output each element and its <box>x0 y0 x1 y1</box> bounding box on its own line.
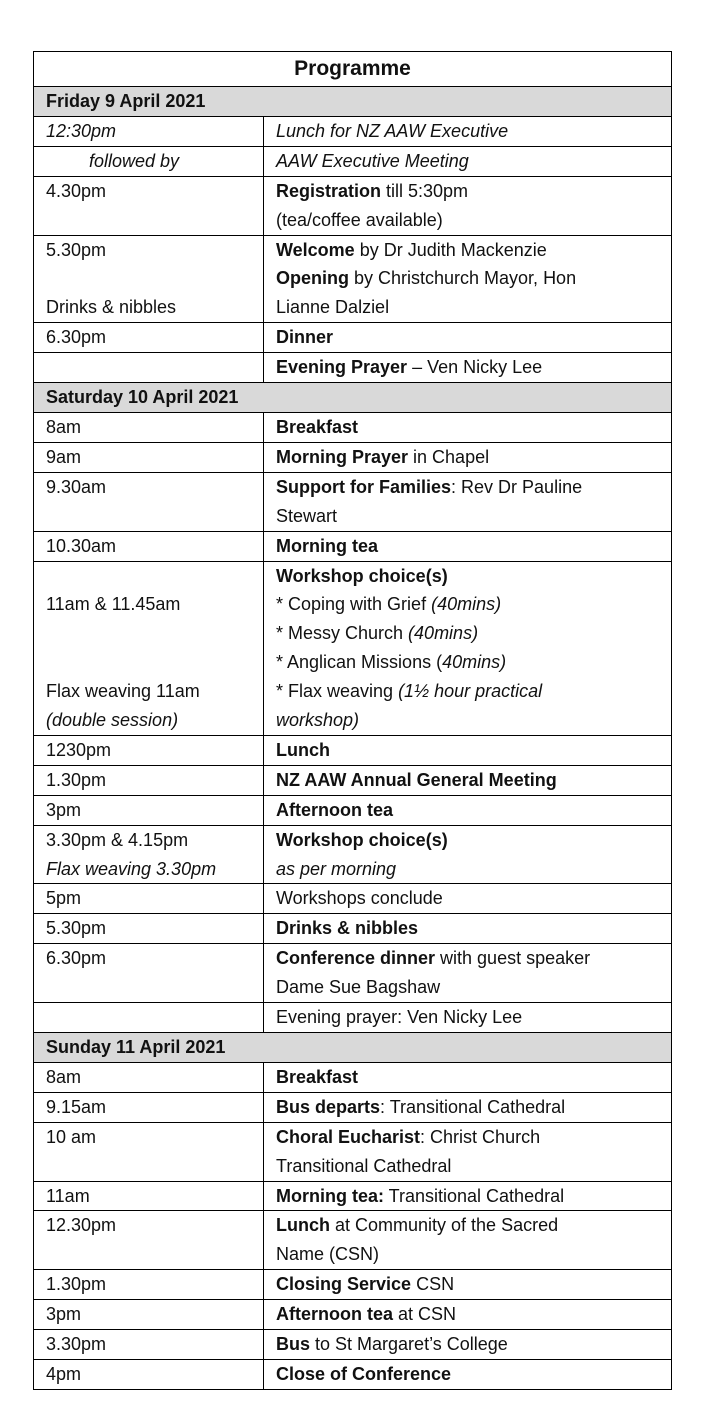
event-text: CSN <box>411 1274 455 1295</box>
event-line <box>276 677 671 706</box>
time-text: 3pm <box>46 799 82 820</box>
event-text: : Rev Dr Pauline <box>451 476 583 497</box>
event-text: Evening Prayer <box>276 357 408 378</box>
schedule-row <box>34 1330 672 1360</box>
time-text: 3.30pm & 4.15pm <box>46 829 189 850</box>
event-cell <box>264 472 672 531</box>
event-text: * Anglican Missions ( <box>276 652 443 673</box>
schedule-row <box>34 146 672 176</box>
event-line <box>276 826 671 855</box>
time-line <box>46 1003 263 1032</box>
event-text: (tea/coffee available) <box>276 209 443 230</box>
schedule-row <box>34 825 672 884</box>
time-line <box>46 353 263 382</box>
event-cell <box>264 1003 672 1033</box>
time-text: 9.30am <box>46 476 107 497</box>
event-text: * Flax weaving <box>276 681 399 702</box>
event-text: Closing Service <box>276 1274 412 1295</box>
time-text: 5pm <box>46 888 82 909</box>
event-line <box>276 1360 671 1389</box>
event-line <box>276 1240 671 1269</box>
event-cell <box>264 1181 672 1211</box>
time-cell <box>34 442 264 472</box>
time-cell <box>34 1300 264 1330</box>
time-line <box>46 619 263 648</box>
event-line <box>276 177 671 206</box>
time-line <box>46 826 263 855</box>
time-line <box>46 502 263 531</box>
event-text: Bus departs <box>276 1096 381 1117</box>
event-text: Workshops conclude <box>276 888 443 909</box>
schedule-row <box>34 561 672 735</box>
event-text: Choral Eucharist <box>276 1126 421 1147</box>
time-cell <box>34 146 264 176</box>
event-text: Opening <box>276 268 349 289</box>
day-header-row <box>34 1033 672 1063</box>
event-text: till 5:30pm <box>381 180 469 201</box>
event-cell <box>264 323 672 353</box>
event-text: * Coping with Grief <box>276 594 432 615</box>
time-text: 5.30pm <box>46 918 107 939</box>
time-text: Flax weaving 11am <box>46 681 200 702</box>
event-text: Welcome <box>276 239 355 260</box>
time-text: 1.30pm <box>46 1274 107 1295</box>
schedule-row <box>34 176 672 235</box>
time-line <box>46 706 263 735</box>
event-cell <box>264 531 672 561</box>
time-text: 4pm <box>46 1363 82 1384</box>
event-cell <box>264 235 672 323</box>
event-text: Drinks & nibbles <box>276 918 419 939</box>
time-text: followed by <box>89 150 180 171</box>
event-line <box>276 1123 671 1152</box>
time-cell <box>34 1330 264 1360</box>
day-header-row <box>34 87 672 117</box>
event-text: as per morning <box>276 858 397 879</box>
time-cell <box>34 914 264 944</box>
time-text: 5.30pm <box>46 239 107 260</box>
event-cell <box>264 412 672 442</box>
time-cell <box>34 1211 264 1270</box>
schedule-row <box>34 235 672 323</box>
event-line <box>276 944 671 973</box>
event-text: Support for Families <box>276 476 452 497</box>
time-line <box>46 473 263 502</box>
time-text: 10 am <box>46 1126 97 1147</box>
event-line <box>276 1152 671 1181</box>
event-text: Registration <box>276 180 382 201</box>
time-line <box>46 293 263 322</box>
event-text: Afternoon tea <box>276 799 393 820</box>
time-line <box>46 1330 263 1359</box>
programme-body <box>34 52 672 1390</box>
event-line <box>276 590 671 619</box>
event-text: by Christchurch Mayor, Hon <box>349 268 577 289</box>
event-text: : Transitional Cathedral <box>380 1096 566 1117</box>
time-cell <box>34 472 264 531</box>
event-line <box>276 236 671 265</box>
time-line <box>46 562 263 591</box>
event-line <box>276 1182 671 1211</box>
schedule-row <box>34 1122 672 1181</box>
schedule-row <box>34 1062 672 1092</box>
time-cell <box>34 1181 264 1211</box>
event-cell <box>264 353 672 383</box>
time-text: Flax weaving 3.30pm <box>46 858 217 879</box>
event-line <box>276 264 671 293</box>
time-cell <box>34 1270 264 1300</box>
time-cell <box>34 795 264 825</box>
day-heading: Sunday 11 April 2021 <box>34 1033 672 1063</box>
schedule-row <box>34 353 672 383</box>
event-cell <box>264 1270 672 1300</box>
time-line <box>46 1093 263 1122</box>
programme-document <box>33 51 671 1390</box>
event-cell <box>264 442 672 472</box>
event-text: Conference dinner <box>276 948 436 969</box>
event-cell <box>264 884 672 914</box>
event-line <box>276 413 671 442</box>
time-line <box>46 532 263 561</box>
schedule-row <box>34 735 672 765</box>
event-text: NZ AAW Annual General Meeting <box>276 769 557 790</box>
event-line <box>276 117 671 146</box>
event-cell <box>264 1092 672 1122</box>
time-text: 3pm <box>46 1304 82 1325</box>
event-line <box>276 855 671 884</box>
event-line <box>276 1003 671 1032</box>
event-line <box>276 884 671 913</box>
time-cell <box>34 1003 264 1033</box>
event-text: Lunch for NZ AAW Executive <box>276 120 509 141</box>
event-line <box>276 293 671 322</box>
time-line <box>46 236 263 265</box>
event-text: Morning tea <box>276 535 378 556</box>
event-text: Breakfast <box>276 1066 359 1087</box>
time-cell <box>34 412 264 442</box>
event-text: (40mins) <box>408 623 479 644</box>
event-text: * Messy Church <box>276 623 409 644</box>
time-text: (double session) <box>46 710 179 731</box>
time-line <box>46 855 263 884</box>
time-line <box>46 323 263 352</box>
event-text: Workshop choice(s) <box>276 565 448 586</box>
time-line <box>46 766 263 795</box>
time-cell <box>34 1359 264 1389</box>
time-line <box>89 147 263 176</box>
time-line <box>46 648 263 677</box>
programme-table <box>33 51 672 1390</box>
event-text: Afternoon tea <box>276 1304 393 1325</box>
schedule-row <box>34 1092 672 1122</box>
time-text: 11am <box>46 1185 90 1206</box>
day-heading: Friday 9 April 2021 <box>34 87 672 117</box>
event-text: Transitional Cathedral <box>384 1185 565 1206</box>
time-text: 8am <box>46 416 82 437</box>
time-cell <box>34 531 264 561</box>
schedule-row <box>34 531 672 561</box>
event-text: Name (CSN) <box>276 1244 380 1265</box>
event-text: Lunch <box>276 739 330 760</box>
event-cell <box>264 914 672 944</box>
schedule-row <box>34 1300 672 1330</box>
event-text: Stewart <box>276 505 338 526</box>
event-line <box>276 443 671 472</box>
day-header-row <box>34 383 672 413</box>
time-line <box>46 1182 263 1211</box>
event-cell <box>264 146 672 176</box>
event-text: Morning Prayer <box>276 446 409 467</box>
event-line <box>276 706 671 735</box>
event-cell <box>264 1062 672 1092</box>
time-line <box>46 944 263 973</box>
event-text: Evening prayer: Ven Nicky Lee <box>276 1007 523 1028</box>
time-text: 3.30pm <box>46 1334 107 1355</box>
event-line <box>276 532 671 561</box>
event-cell <box>264 795 672 825</box>
time-line <box>46 177 263 206</box>
time-cell <box>34 235 264 323</box>
event-text: Lianne Dalziel <box>276 297 390 318</box>
event-cell <box>264 116 672 146</box>
event-line <box>276 766 671 795</box>
event-cell <box>264 735 672 765</box>
time-line <box>46 206 263 235</box>
event-line <box>276 1330 671 1359</box>
event-text: Breakfast <box>276 416 359 437</box>
time-text: 9am <box>46 446 82 467</box>
time-line <box>46 590 263 619</box>
event-text: Close of Conference <box>276 1363 452 1384</box>
event-line <box>276 796 671 825</box>
event-text: Dinner <box>276 327 334 348</box>
event-text: Workshop choice(s) <box>276 829 448 850</box>
time-text: Drinks & nibbles <box>46 297 177 318</box>
time-text: 6.30pm <box>46 948 107 969</box>
programme-title: Programme <box>34 52 672 87</box>
time-line <box>46 117 263 146</box>
event-text: 40mins) <box>442 652 507 673</box>
event-cell <box>264 1211 672 1270</box>
event-line <box>276 973 671 1002</box>
event-cell <box>264 1300 672 1330</box>
event-text: Bus <box>276 1334 311 1355</box>
time-text: 8am <box>46 1066 82 1087</box>
time-text: 11am & 11.45am <box>46 594 181 615</box>
event-line <box>276 353 671 382</box>
schedule-row <box>34 884 672 914</box>
schedule-row <box>34 1211 672 1270</box>
time-line <box>46 1123 263 1152</box>
time-text: 1230pm <box>46 739 112 760</box>
time-cell <box>34 1092 264 1122</box>
event-line <box>276 147 671 176</box>
time-line <box>46 1300 263 1329</box>
event-line <box>276 1093 671 1122</box>
event-cell <box>264 1122 672 1181</box>
event-line <box>276 1211 671 1240</box>
event-text: by Dr Judith Mackenzie <box>354 239 547 260</box>
event-text: AAW Executive Meeting <box>276 150 469 171</box>
time-line <box>46 884 263 913</box>
schedule-row <box>34 1003 672 1033</box>
time-line <box>46 1360 263 1389</box>
event-line <box>276 502 671 531</box>
schedule-row <box>34 795 672 825</box>
time-line <box>46 1240 263 1269</box>
event-text: Lunch <box>276 1215 330 1236</box>
time-cell <box>34 765 264 795</box>
time-text: 10.30am <box>46 535 117 556</box>
time-line <box>46 1152 263 1181</box>
event-cell <box>264 1330 672 1360</box>
event-line <box>276 648 671 677</box>
schedule-row <box>34 1181 672 1211</box>
event-text: with guest speaker <box>435 948 591 969</box>
time-cell <box>34 884 264 914</box>
time-cell <box>34 735 264 765</box>
time-line <box>46 443 263 472</box>
time-text: 1.30pm <box>46 769 107 790</box>
event-text: : Christ Church <box>420 1126 541 1147</box>
event-text: in Chapel <box>408 446 490 467</box>
schedule-row <box>34 442 672 472</box>
event-cell <box>264 1359 672 1389</box>
event-text: at Community of the Sacred <box>330 1215 559 1236</box>
time-cell <box>34 1122 264 1181</box>
time-cell <box>34 353 264 383</box>
time-cell <box>34 825 264 884</box>
event-line <box>276 1063 671 1092</box>
day-heading: Saturday 10 April 2021 <box>34 383 672 413</box>
time-text: 12:30pm <box>46 120 117 141</box>
event-cell <box>264 825 672 884</box>
event-line <box>276 473 671 502</box>
event-line <box>276 1270 671 1299</box>
schedule-row <box>34 116 672 146</box>
time-text: 6.30pm <box>46 327 107 348</box>
schedule-row <box>34 944 672 1003</box>
event-text: Dame Sue Bagshaw <box>276 977 441 998</box>
time-cell <box>34 944 264 1003</box>
event-line <box>276 323 671 352</box>
time-line <box>46 1270 263 1299</box>
time-line <box>46 1063 263 1092</box>
time-line <box>46 1211 263 1240</box>
schedule-row <box>34 323 672 353</box>
time-line <box>46 413 263 442</box>
event-line <box>276 736 671 765</box>
time-text: 9.15am <box>46 1096 107 1117</box>
time-cell <box>34 116 264 146</box>
time-line <box>46 973 263 1002</box>
time-cell <box>34 1062 264 1092</box>
event-line <box>276 1300 671 1329</box>
event-text: (1½ hour practical <box>398 681 543 702</box>
event-text: to St Margaret’s College <box>310 1334 508 1355</box>
time-line <box>46 264 263 293</box>
event-line <box>276 206 671 235</box>
event-text: Morning tea: <box>276 1185 384 1206</box>
schedule-row <box>34 1270 672 1300</box>
schedule-row <box>34 412 672 442</box>
schedule-row <box>34 472 672 531</box>
schedule-row <box>34 765 672 795</box>
schedule-row <box>34 914 672 944</box>
event-line <box>276 562 671 591</box>
event-cell <box>264 765 672 795</box>
time-line <box>46 796 263 825</box>
event-line <box>276 619 671 648</box>
event-cell <box>264 176 672 235</box>
time-line <box>46 677 263 706</box>
time-text: 4.30pm <box>46 180 107 201</box>
time-text: 12.30pm <box>46 1215 117 1236</box>
event-text: Transitional Cathedral <box>276 1155 452 1176</box>
event-text: workshop) <box>276 710 360 731</box>
time-line <box>46 914 263 943</box>
time-cell <box>34 561 264 735</box>
event-line <box>276 914 671 943</box>
time-cell <box>34 176 264 235</box>
event-text: at CSN <box>393 1304 457 1325</box>
event-text: – Ven Nicky Lee <box>407 357 543 378</box>
event-cell <box>264 944 672 1003</box>
schedule-row <box>34 1359 672 1389</box>
title-row <box>34 52 672 87</box>
event-text: (40mins) <box>431 594 502 615</box>
time-line <box>46 736 263 765</box>
time-cell <box>34 323 264 353</box>
event-cell <box>264 561 672 735</box>
